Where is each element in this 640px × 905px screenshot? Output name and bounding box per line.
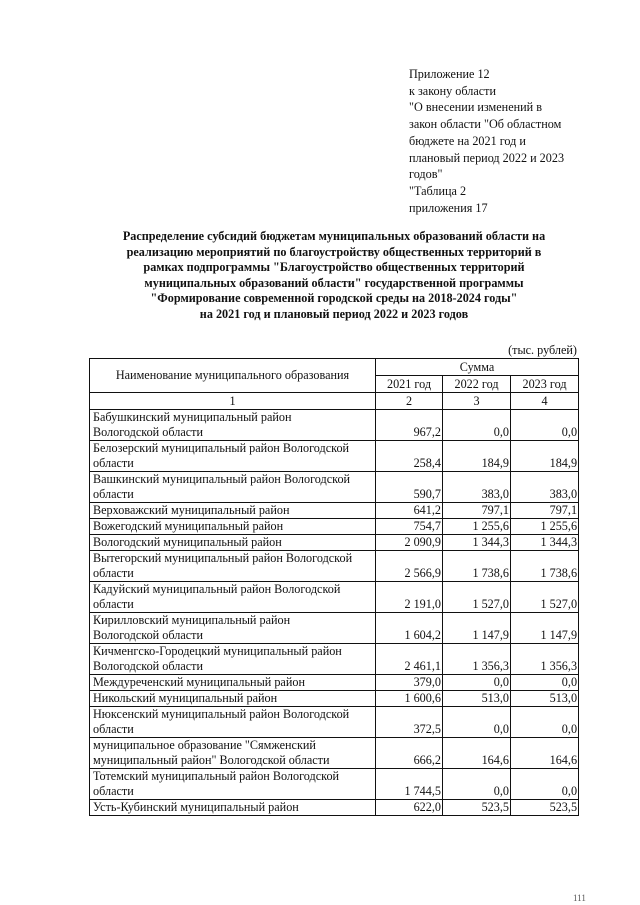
amount-2021-cell: 666,2 xyxy=(376,738,443,769)
appendix-line: приложения 17 xyxy=(409,200,488,215)
appendix-line: "Таблица 2 xyxy=(409,183,467,198)
municipality-name-cell xyxy=(90,472,376,503)
amount-2022-cell: 1 255,6 xyxy=(443,519,511,535)
title-line: Распределение субсидий бюджетам муниципальных образований области на xyxy=(122,229,546,243)
table-row xyxy=(90,410,579,441)
amount-2023-cell: 1 147,9 xyxy=(511,613,579,644)
table-row xyxy=(90,582,579,613)
table-row xyxy=(90,613,579,644)
header-year-2021: 2021 год xyxy=(376,376,443,393)
header-municipality-name: Наименование муниципального образования xyxy=(90,359,376,393)
header-year-2022: 2022 год xyxy=(443,376,511,393)
amount-2023-cell: 797,1 xyxy=(511,503,579,519)
amount-2021-cell: 379,0 xyxy=(376,675,443,691)
amount-2021-cell: 1 604,2 xyxy=(376,613,443,644)
municipality-name-cell xyxy=(90,535,376,551)
amount-2023-cell: 0,0 xyxy=(511,410,579,441)
municipality-name-line: Вологодской области xyxy=(93,425,203,439)
amount-2021-cell: 590,7 xyxy=(376,472,443,503)
title-line: "Формирование современной городской среды на 2018-2024 годы" xyxy=(150,291,518,306)
title-line: реализацию мероприятий по благоустройству общественных территорий в xyxy=(126,244,542,259)
municipality-name-cell xyxy=(90,410,376,441)
appendix-line: закон области "Об областном xyxy=(409,117,562,132)
municipality-name-line: Нюксенский муниципальный район Вологодской xyxy=(93,707,350,721)
amount-2021-cell: 258,4 xyxy=(376,441,443,472)
amount-2021-cell: 967,2 xyxy=(376,410,443,441)
appendix-reference-block xyxy=(409,66,609,216)
municipality-name-line: области xyxy=(93,784,134,798)
amount-2021-cell: 1 744,5 xyxy=(376,769,443,800)
table-row xyxy=(90,769,579,800)
municipality-name-line: Кирилловский муниципальный район xyxy=(93,613,291,627)
amount-2022-cell: 0,0 xyxy=(443,675,511,691)
municipality-name-cell xyxy=(90,738,376,769)
document-title xyxy=(100,229,568,323)
appendix-line: годов" xyxy=(409,167,443,182)
municipality-name-line: области xyxy=(93,597,134,611)
table-row xyxy=(90,519,579,535)
amount-2023-cell: 1 527,0 xyxy=(511,582,579,613)
table-row xyxy=(90,535,579,551)
municipality-name-cell xyxy=(90,707,376,738)
amount-2023-cell: 1 255,6 xyxy=(511,519,579,535)
table-row xyxy=(90,738,579,769)
amount-2023-cell: 383,0 xyxy=(511,472,579,503)
municipality-name-line: Кадуйский муниципальный район Вологодской xyxy=(93,582,341,596)
municipality-name-cell xyxy=(90,441,376,472)
municipality-name-line: Вожегодский муниципальный район xyxy=(93,519,284,533)
appendix-line: плановый период 2022 и 2023 xyxy=(409,150,565,165)
column-number-2: 2 xyxy=(376,393,443,410)
amount-2023-cell: 184,9 xyxy=(511,441,579,472)
amount-2023-cell: 513,0 xyxy=(511,691,579,707)
municipality-name-line: Тотемский муниципальный район Вологодской xyxy=(93,769,340,783)
amount-2023-cell: 0,0 xyxy=(511,675,579,691)
column-number-4: 4 xyxy=(511,393,579,410)
municipality-name-line: муниципальное образование "Сямженский xyxy=(93,738,316,752)
header-year-2023: 2023 год xyxy=(511,376,579,393)
table-row xyxy=(90,675,579,691)
municipality-name-cell xyxy=(90,551,376,582)
amount-2022-cell: 523,5 xyxy=(443,800,511,816)
appendix-line: "О внесении изменений в xyxy=(409,100,542,115)
amount-2021-cell: 2 566,9 xyxy=(376,551,443,582)
amount-2023-cell: 1 738,6 xyxy=(511,551,579,582)
municipality-name-cell xyxy=(90,769,376,800)
amount-2022-cell: 513,0 xyxy=(443,691,511,707)
amount-2021-cell: 641,2 xyxy=(376,503,443,519)
municipality-name-line: муниципальный район" Вологодской области xyxy=(93,753,330,767)
amount-2023-cell: 523,5 xyxy=(511,800,579,816)
amount-2022-cell: 164,6 xyxy=(443,738,511,769)
municipality-name-cell xyxy=(90,675,376,691)
municipality-name-line: Кичменгско-Городецкий муниципальный район xyxy=(93,644,342,658)
municipality-name-line: Белозерский муниципальный район Вологодской xyxy=(93,441,350,455)
amount-2022-cell: 1 356,3 xyxy=(443,644,511,675)
appendix-line: Приложение 12 xyxy=(409,67,490,81)
municipality-name-line: Никольский муниципальный район xyxy=(93,691,278,705)
amount-2022-cell: 0,0 xyxy=(443,410,511,441)
amount-2022-cell: 0,0 xyxy=(443,769,511,800)
table-row xyxy=(90,441,579,472)
municipality-name-cell xyxy=(90,503,376,519)
table-body xyxy=(90,410,579,816)
municipality-name-line: Вашкинский муниципальный район Вологодской xyxy=(93,472,351,486)
municipality-name-line: Верховажский муниципальный район xyxy=(93,503,290,517)
municipality-name-line: области xyxy=(93,566,134,580)
amount-2022-cell: 184,9 xyxy=(443,441,511,472)
column-number-1: 1 xyxy=(90,393,376,410)
table-row xyxy=(90,800,579,816)
amount-2021-cell: 2 191,0 xyxy=(376,582,443,613)
unit-label: (тыс. рублей) xyxy=(508,343,577,357)
municipality-name-line: Вологодской области xyxy=(93,659,203,673)
amount-2022-cell: 797,1 xyxy=(443,503,511,519)
amount-2022-cell: 383,0 xyxy=(443,472,511,503)
municipality-name-line: области xyxy=(93,722,134,736)
title-line: рамках подпрограммы "Благоустройство общественных территорий xyxy=(143,260,525,275)
table-row xyxy=(90,551,579,582)
title-line: на 2021 год и плановый период 2022 и 2023 годов xyxy=(199,306,469,321)
municipality-name-cell xyxy=(90,691,376,707)
table-row xyxy=(90,707,579,738)
municipality-name-cell xyxy=(90,800,376,816)
municipality-name-line: области xyxy=(93,487,134,501)
municipality-name-cell xyxy=(90,582,376,613)
municipality-name-line: Усть-Кубинский муниципальный район xyxy=(93,800,299,814)
table-row xyxy=(90,691,579,707)
amount-2022-cell: 0,0 xyxy=(443,707,511,738)
municipality-name-cell xyxy=(90,644,376,675)
amount-2021-cell: 754,7 xyxy=(376,519,443,535)
amount-2022-cell: 1 344,3 xyxy=(443,535,511,551)
table-row xyxy=(90,644,579,675)
municipality-name-line: области xyxy=(93,456,134,470)
amount-2022-cell: 1 738,6 xyxy=(443,551,511,582)
municipality-name-cell xyxy=(90,519,376,535)
municipality-name-cell xyxy=(90,613,376,644)
amount-2022-cell: 1 527,0 xyxy=(443,582,511,613)
municipality-name-line: Вологодский муниципальный район xyxy=(93,535,282,549)
municipality-name-line: Вытегорский муниципальный район Вологодской xyxy=(93,551,353,565)
table-row xyxy=(90,503,579,519)
appendix-line: к закону области xyxy=(409,83,496,98)
amount-2023-cell: 1 356,3 xyxy=(511,644,579,675)
subsidy-distribution-table xyxy=(89,358,579,816)
amount-2021-cell: 2 090,9 xyxy=(376,535,443,551)
column-number-3: 3 xyxy=(443,393,511,410)
amount-2021-cell: 2 461,1 xyxy=(376,644,443,675)
amount-2023-cell: 0,0 xyxy=(511,707,579,738)
appendix-line: бюджете на 2021 год и xyxy=(409,133,526,148)
amount-2023-cell: 0,0 xyxy=(511,769,579,800)
amount-2023-cell: 164,6 xyxy=(511,738,579,769)
amount-2023-cell: 1 344,3 xyxy=(511,535,579,551)
municipality-name-line: Бабушкинский муниципальный район xyxy=(93,410,292,424)
page-number: 111 xyxy=(573,893,586,903)
amount-2021-cell: 1 600,6 xyxy=(376,691,443,707)
table-row xyxy=(90,472,579,503)
amount-2021-cell: 622,0 xyxy=(376,800,443,816)
municipality-name-line: Вологодской области xyxy=(93,628,203,642)
amount-2021-cell: 372,5 xyxy=(376,707,443,738)
header-sum: Сумма xyxy=(376,359,579,376)
municipality-name-line: Междуреченский муниципальный район xyxy=(93,675,305,689)
title-line: муниципальных образований области" государственной программы xyxy=(144,275,524,290)
amount-2022-cell: 1 147,9 xyxy=(443,613,511,644)
